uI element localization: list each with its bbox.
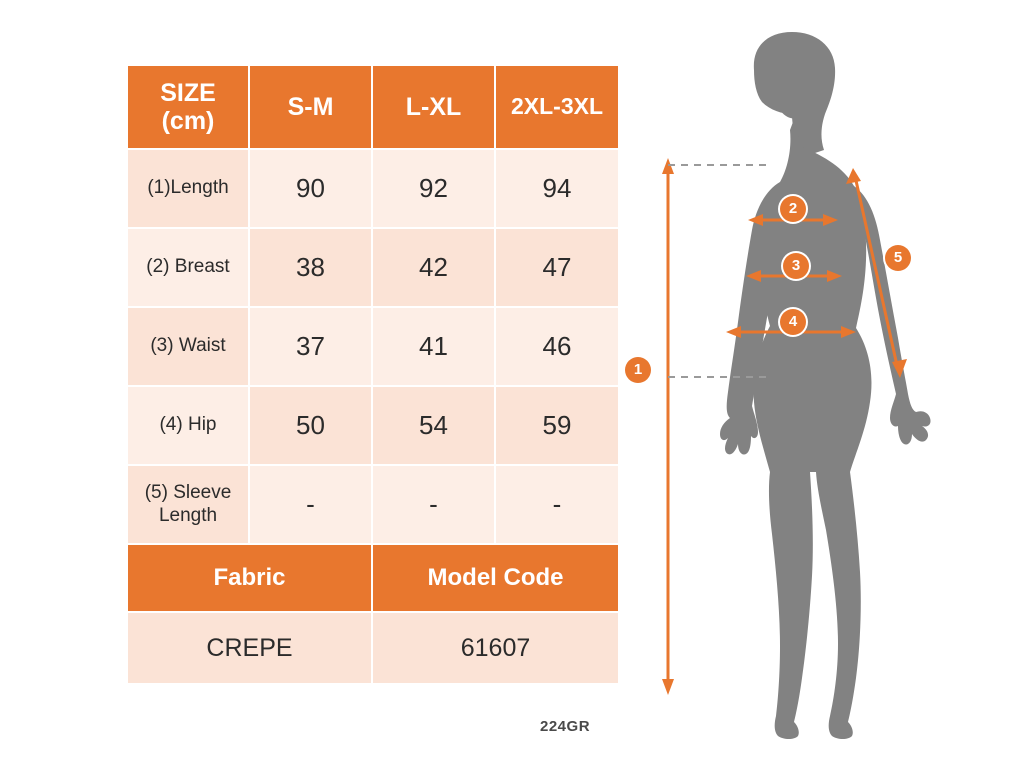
cell-hip-sm: 50 bbox=[249, 386, 372, 465]
row-label-sleeve-line1: (5) Sleeve bbox=[144, 481, 232, 503]
row-label-sleeve-length bbox=[127, 465, 249, 544]
row-label-waist: (3) Waist bbox=[127, 307, 249, 386]
header-col-sm: S-M bbox=[249, 65, 372, 149]
cell-sleeve-sm: - bbox=[249, 465, 372, 544]
measurement-diagram bbox=[620, 10, 1020, 760]
cell-length-sm: 90 bbox=[249, 149, 372, 228]
figure-silhouette-svg bbox=[620, 10, 1020, 760]
badge-hip: 4 bbox=[780, 309, 806, 335]
arrow-head-length-bottom bbox=[662, 679, 674, 695]
footer-value-model-code: 61607 bbox=[372, 612, 619, 684]
header-size-label bbox=[127, 65, 249, 149]
cell-waist-2xl3xl: 46 bbox=[495, 307, 619, 386]
cell-waist-lxl: 41 bbox=[372, 307, 495, 386]
badge-waist: 3 bbox=[783, 253, 809, 279]
table-footer-header-row bbox=[127, 544, 619, 612]
table-footer-value-row bbox=[127, 612, 619, 684]
table-header-row bbox=[127, 65, 619, 149]
arrow-head-hip-left bbox=[726, 326, 741, 338]
cell-sleeve-2xl3xl: - bbox=[495, 465, 619, 544]
cell-hip-lxl: 54 bbox=[372, 386, 495, 465]
size-chart-table bbox=[126, 64, 620, 685]
header-col-lxl: L-XL bbox=[372, 65, 495, 149]
cell-breast-lxl: 42 bbox=[372, 228, 495, 307]
cell-length-2xl3xl: 94 bbox=[495, 149, 619, 228]
row-label-breast: (2) Breast bbox=[127, 228, 249, 307]
badge-length: 1 bbox=[625, 357, 651, 383]
cell-sleeve-lxl: - bbox=[372, 465, 495, 544]
header-size-line1: SIZE bbox=[160, 79, 216, 107]
header-col-2xl3xl: 2XL-3XL bbox=[495, 65, 619, 149]
row-label-hip: (4) Hip bbox=[127, 386, 249, 465]
table-row bbox=[127, 386, 619, 465]
cell-waist-sm: 37 bbox=[249, 307, 372, 386]
footer-value-fabric: CREPE bbox=[127, 612, 372, 684]
arrow-head-sleeve-top bbox=[846, 168, 861, 184]
row-label-sleeve-line2: Length bbox=[158, 504, 218, 526]
footer-header-fabric: Fabric bbox=[127, 544, 372, 612]
row-label-length: (1)Length bbox=[127, 149, 249, 228]
cell-length-lxl: 92 bbox=[372, 149, 495, 228]
table-row bbox=[127, 307, 619, 386]
footer-header-model-code: Model Code bbox=[372, 544, 619, 612]
table-row bbox=[127, 149, 619, 228]
badge-breast: 2 bbox=[780, 196, 806, 222]
table-row bbox=[127, 228, 619, 307]
badge-sleeve-length: 5 bbox=[885, 245, 911, 271]
cell-breast-2xl3xl: 47 bbox=[495, 228, 619, 307]
female-silhouette-icon bbox=[720, 32, 931, 739]
cell-breast-sm: 38 bbox=[249, 228, 372, 307]
product-code-note: 224GR bbox=[540, 718, 591, 735]
cell-hip-2xl3xl: 59 bbox=[495, 386, 619, 465]
table-row bbox=[127, 465, 619, 544]
header-size-line2: (cm) bbox=[161, 107, 215, 135]
